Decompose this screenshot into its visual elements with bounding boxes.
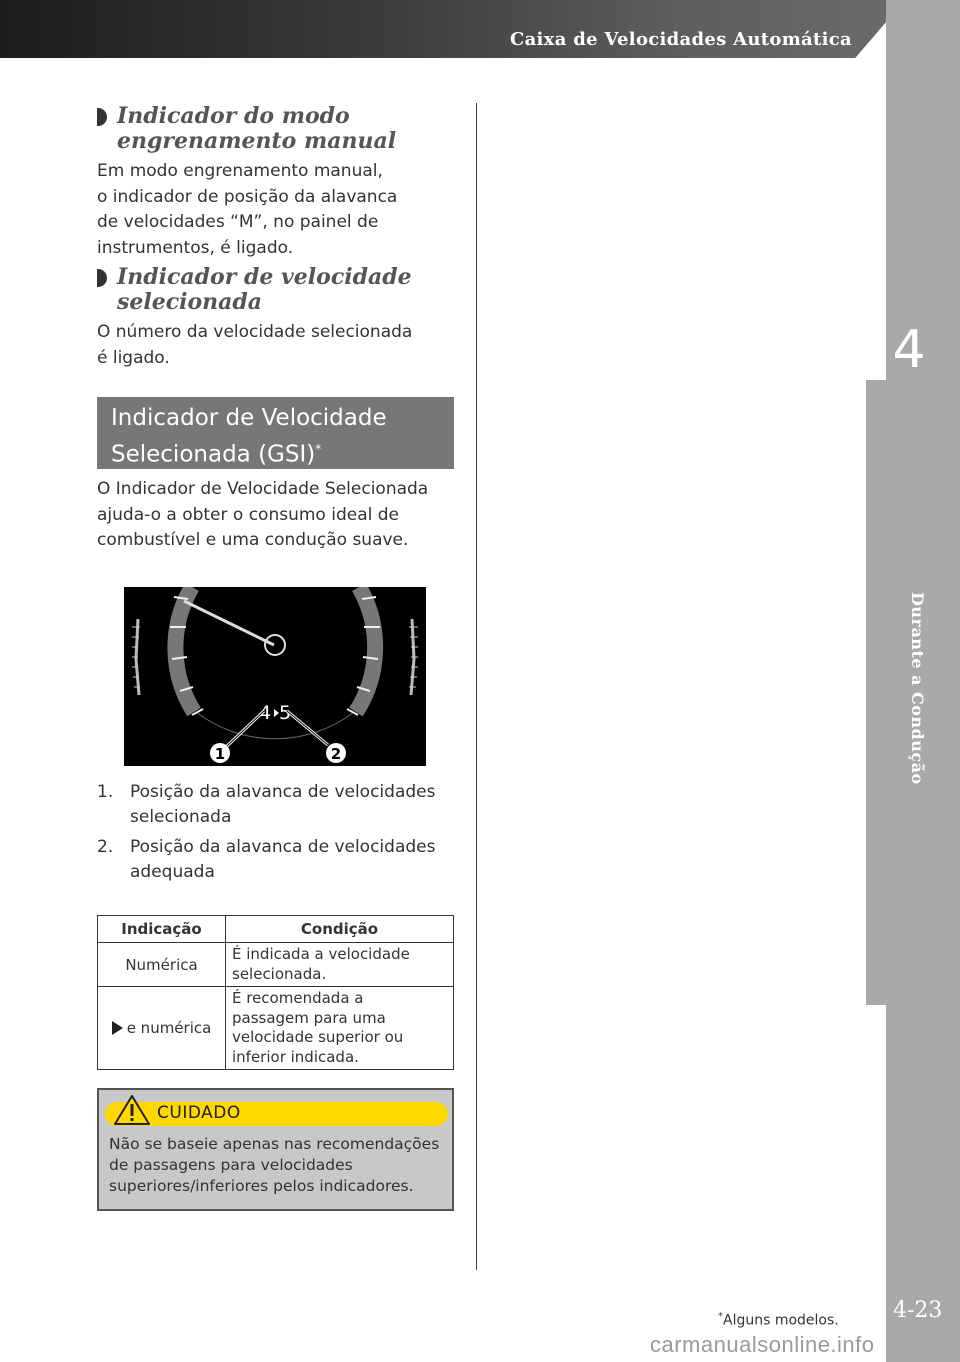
column-divider [476,103,477,1270]
chapter-number: 4 [892,320,926,380]
list-number: 1. [97,782,114,802]
cell-line: velocidade superior ou [232,1028,404,1046]
cell-line: selecionada. [232,964,327,983]
caution-label: CUIDADO [157,1103,241,1123]
list-text: adequada [130,862,215,882]
caution-text [109,1134,449,1197]
list-number: 2. [97,837,114,857]
section-marker-icon [97,269,107,287]
table-row [98,987,454,1070]
table-cell [226,987,454,1070]
cell-line: É indicada a velocidade [232,945,410,963]
table-cell [226,943,454,987]
indication-table [97,915,454,1070]
cell-line: inferior indicada. [232,1047,359,1066]
table-cell: Numérica [98,943,226,987]
heading-line: Indicador do modo [117,103,350,129]
list-text: Posição da alavanca de velocidades [130,782,436,802]
section-gsi-body [97,477,454,554]
watermark: carmanualsonline.info [650,1332,875,1357]
current-gear-label: 4 [259,702,272,724]
body-line: O número da velocidade selecionada [97,322,413,342]
section-title [111,403,387,471]
gauge-diagram [124,587,426,766]
page-number: 4-23 [893,1298,943,1323]
table-header: Indicação [98,916,226,943]
section-gear-indicator [97,265,454,371]
footnote-mark: * [718,1311,723,1322]
heading-line: engrenamento manual [117,128,397,154]
footnote-text: Alguns modelos. [723,1312,839,1329]
heading-line: selecionada [117,289,263,315]
caution-line: superiores/inferiores pelos indicadores. [109,1177,414,1195]
table-cell [98,987,226,1070]
body-line: instrumentos, é ligado. [97,237,294,258]
list-item [97,780,454,830]
footnote [718,1311,839,1329]
heading-line: Indicador de velocidade [117,264,412,290]
chapter-label: Durante a Condução [908,592,927,785]
section-heading [97,104,454,154]
body-line: ajuda-o a obter o consumo ideal de [97,504,399,525]
body-line: o indicador de posição da alavanca [97,186,398,207]
callout-2-number: 2 [330,745,342,763]
section-heading [97,265,454,315]
section-title-box [97,397,454,469]
body-line: de velocidades “M”, no painel de [97,212,379,232]
callout-1-number: 1 [214,745,226,763]
table-header: Condição [226,916,454,943]
caution-line: Não se baseie apenas nas recomendações [109,1135,440,1153]
section-manual-mode [97,104,454,261]
table-row [98,943,454,987]
list-text: selecionada [130,807,232,827]
cell-line: passagem para uma [232,1008,386,1027]
caution-box [97,1088,454,1211]
warning-icon [113,1094,151,1126]
title-line: Selecionada (GSI) [111,441,316,468]
body-line: O Indicador de Velocidade Selecionada [97,479,429,499]
footnote-mark: * [315,442,322,456]
body-line: é ligado. [97,347,170,368]
body-line: Em modo engrenamento manual, [97,161,383,181]
list-text: Posição da alavanca de velocidades [130,837,436,857]
caution-line: de passagens para velocidades [109,1156,353,1174]
body-line: combustível e uma condução suave. [97,530,409,550]
recommended-gear-label: 5 [279,702,292,724]
title-line: Indicador de Velocidade [111,405,387,431]
cell-line: É recomendada a [232,989,364,1007]
cell-text: e numérica [126,1019,212,1037]
header-title: Caixa de Velocidades Automática [509,29,852,50]
section-marker-icon [97,108,107,126]
list-item [97,835,454,885]
right-triangle-icon [112,1021,123,1035]
